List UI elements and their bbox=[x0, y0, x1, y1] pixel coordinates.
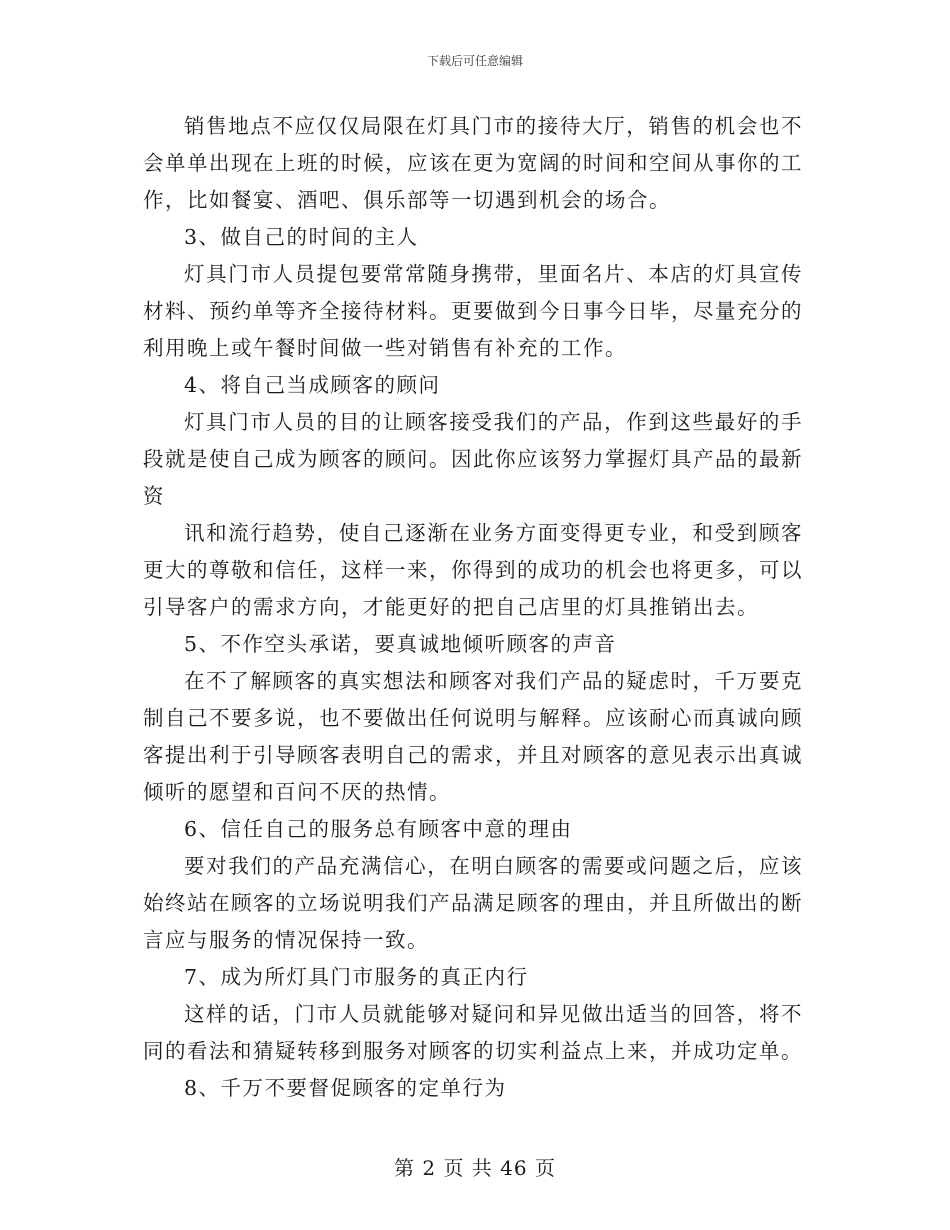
section-heading: 4、将自己当成顾客的顾问 bbox=[184, 373, 441, 397]
paragraph: 在不了解顾客的真实想法和顾客对我们产品的疑虑时，千万要克制自己不要多说，也不要做出任何说明与解释。应该耐心而真诚向顾客提出利于引导顾客表明自己的需求，并且对顾客的意见表示出真诚倾听的愿望和百问不厌的热情。 bbox=[143, 669, 803, 804]
page-header: 下载后可任意编辑 bbox=[426, 54, 523, 68]
section-heading: 8、千万不要督促顾客的定单行为 bbox=[184, 1076, 507, 1100]
section-heading: 5、不作空头承诺，要真诚地倾听顾客的声音 bbox=[184, 632, 617, 656]
section-heading: 3、做自己的时间的主人 bbox=[184, 225, 419, 249]
paragraph: 灯具门市人员的目的让顾客接受我们的产品，作到这些最好的手段就是使自己成为顾客的顾问。因此你应该努力掌握灯具产品的最新资 bbox=[143, 410, 803, 508]
paragraph: 讯和流行趋势，使自己逐渐在业务方面变得更专业，和受到顾客更大的尊敬和信任，这样一来，你得到的成功的机会也将更多，可以引导客户的需求方向，才能更好的把自己店里的灯具推销出去。 bbox=[143, 521, 803, 619]
section-heading: 7、成为所灯具门市服务的真正内行 bbox=[184, 965, 529, 989]
paragraph: 销售地点不应仅仅局限在灯具门市的接待大厅，销售的机会也不会单单出现在上班的时候，应该在更为宽阔的时间和空间从事你的工作，比如餐宴、酒吧、俱乐部等一切遇到机会的场合。 bbox=[143, 114, 803, 212]
document-body bbox=[143, 108, 803, 1107]
page-number-footer: 第 2 页 共 46 页 bbox=[394, 1156, 556, 1180]
section-heading: 6、信任自己的服务总有顾客中意的理由 bbox=[184, 817, 573, 841]
paragraph: 要对我们的产品充满信心，在明白顾客的需要或问题之后，应该始终站在顾客的立场说明我们产品满足顾客的理由，并且所做出的断言应与服务的情况保持一致。 bbox=[143, 854, 803, 952]
paragraph: 这样的话，门市人员就能够对疑问和异见做出适当的回答，将不同的看法和猜疑转移到服务对顾客的切实利益点上来，并成功定单。 bbox=[143, 1002, 803, 1063]
paragraph: 灯具门市人员提包要常常随身携带，里面名片、本店的灯具宣传材料、预约单等齐全接待材料。更要做到今日事今日毕，尽量充分的利用晚上或午餐时间做一些对销售有补充的工作。 bbox=[143, 262, 803, 360]
